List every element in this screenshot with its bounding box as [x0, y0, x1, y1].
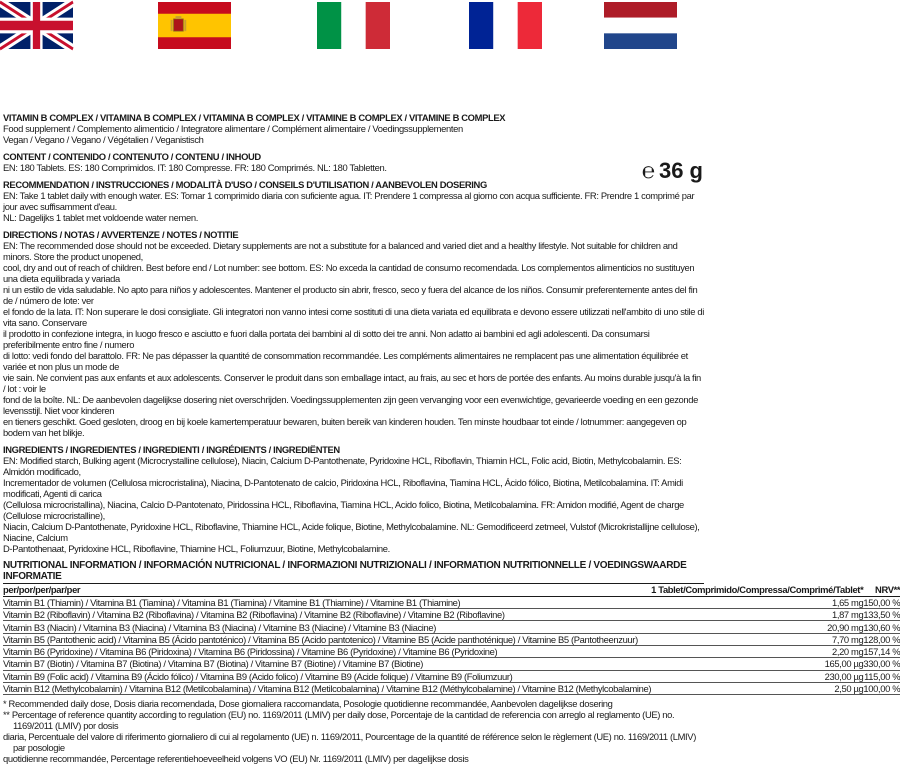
recommendation-line: NL: Dagelijks 1 tablet met voldoende water nemen. [3, 212, 198, 223]
nutrient-amount: 20,90 mg [651, 621, 863, 633]
nutrient-name: Vitamin B7 (Biotin) / Vitamina B7 (Biotina) / Vitamina B7 (Biotina) / Vitamine B7 (Biotine) / Vitamine B7 (Biotine) [3, 658, 651, 670]
directions-line: el fondo de la lata. IT: Non superare le dosi consigliate. Gli integratori non vanno intesi come sostituti di una dieta variata ed equilibrata e devono essere utilizzati nell'ambito di uno stile di vita sano. Conservare [3, 306, 704, 328]
table-row [3, 596, 900, 608]
footnote: ** Percentage of reference quantity according to regulation (EU) no. 1169/2011 (LMIV) per daily dose, Porcentaje de la cantidad de referencia con arreglo al reglamento (UE) no. 1169/2011 (LMIV) por dosis [3, 709, 675, 732]
ingredients-heading: INGREDIENTS / INGREDIENTES / INGREDIENTI / INGRÉDIENTS / INGREDIËNTEN [3, 444, 340, 455]
content-section [3, 151, 704, 173]
nutrient-amount: 165,00 µg [651, 658, 863, 670]
directions-line: ni un estilo de vida saludable. No apto para niños y adolescentes. Mantener el producto sin abrir, fresco, seco y fuera del alcance de los niños. Consumir preferentemente antes del fin de / número de lote: ver [3, 284, 698, 306]
table-row [3, 658, 900, 670]
nutrient-name: Vitamin B12 (Methylcobalamin) / Vitamina B12 (Metilcobalamina) / Vitamina B12 (Metilcobalamina) / Vitamine B12 (Méthylcobalamine) / Vitamine B12 (Methylcobalamine) [3, 683, 652, 695]
nutrient-nrv: 100,00 % [863, 683, 900, 695]
uk-flag [0, 2, 73, 49]
nutrient-nrv: 150,00 % [863, 596, 900, 608]
nutrient-name: Vitamin B6 (Pyridoxine) / Vitamina B6 (Piridoxina) / Vitamina B6 (Piridossina) / Vitamine B6 (Pyridoxine) / Vitamine B6 (Pyridoxine) [3, 645, 651, 657]
table-row [3, 645, 900, 657]
content-text: EN: 180 Tablets. ES: 180 Comprimidos. IT: 180 Compresse. FR: 180 Comprimés. NL: 180 Tabletten. [3, 162, 387, 173]
ingredients-line: D-Pantothenaat, Pyridoxine HCL, Riboflavine, Thiamine HCL, Foliumzuur, Biotine, Methylcobalamine. [3, 543, 390, 554]
recommendation-heading: RECOMMENDATION / INSTRUCCIONES / MODALITÀ D'USO / CONSEILS D'UTILISATION / AANBEVOLEN DOSERING [3, 179, 487, 190]
nutrition-header-nrv: NRV** [863, 584, 900, 596]
nutrient-nrv: 133,50 % [863, 609, 900, 621]
footnote: quotidienne recommandée, Percentage referentiehoeveelheid volgens VO (EU) Nr. 1169/2011 (LMIV) per dagelijkse dosis [3, 753, 469, 764]
content-heading: CONTENT / CONTENIDO / CONTENUTO / CONTENU / INHOUD [3, 151, 261, 162]
recommendation-section [3, 179, 704, 223]
directions-heading: DIRECTIONS / NOTAS / AVVERTENZE / NOTES / NOTITIE [3, 229, 239, 240]
italy-flag [317, 2, 390, 49]
nutrient-amount: 230,00 µg [651, 670, 863, 682]
ingredients-line: EN: Modified starch, Bulking agent (Microcrystalline cellulose), Niacin, Calcium D-Pantothenate, Pyridoxine HCL, Riboflavin, Thiamin HCL, Folic acid, Biotin, Methylcobalamin. ES: Almidón modificado, [3, 455, 682, 477]
recommendation-line: EN: Take 1 tablet daily with enough water. ES: Tomar 1 comprimido diaria con suficiente agua. IT: Prendere 1 compressa al giorno con acqua sufficiente. FR: Prendre 1 comprimé par jour avec suffisamment d'eau. [3, 190, 695, 212]
flag-row [0, 0, 707, 56]
directions-section [3, 229, 704, 438]
footnote: diaria, Percentuale del valore di riferimento giornaliero di cui al regolamento (UE) n. 1169/2011, Pourcentage de la quantité de référence selon le règlement (UE) no. 1169/2011 (LMIV) par posologie [3, 731, 696, 754]
directions-line: EN: The recommended dose should not be exceeded. Dietary supplements are not a substitute for a balanced and varied diet and a healthy lifestyle. Not suitable for children and minors. Store the product unopened, [3, 240, 678, 262]
nutrition-header-amount: 1 Tablet/Comprimido/Compressa/Comprimé/Tablet* [651, 584, 864, 596]
directions-line: cool, dry and out of reach of children. Best before end / Lot number: see bottom. ES: No exceda la cantidad de consumo recomendada. Los complementos alimenticios no sustituyen una dieta equilibrada y variada [3, 262, 695, 284]
ingredients-line: Niacin, Calcium D-Pantothenate, Pyridoxine HCL, Riboflavine, Thiamine HCL, Acide folique, Biotine, Methylcobalamine. NL: Gemodificeerd zetmeel, Vulstof (Microkristallijne cellulose), Niacine, Calcium [3, 521, 700, 543]
nutrient-amount: 1,87 mg [651, 609, 863, 621]
directions-line: di lotto: vedi fondo del barattolo. FR: Ne pas dépasser la quantité de consommation recommandée. Les compléments alimentaires ne remplacent pas une alimentation équilibrée et variée et non plus un mode de [3, 350, 688, 372]
ingredients-line: (Cellulosa microcristallina), Niacina, Calcio D-Pantotenato, Piridossina HCL, Riboflavina, Tiamina HCL, Acido folico, Biotina, Metilcobalamina. FR: Amidon modifié, Agent de charge (Cellulose microcristalline), [3, 499, 684, 521]
nutrient-amount: 2,20 mg [651, 645, 863, 657]
nutrient-name: Vitamin B5 (Pantothenic acid) / Vitamina B5 (Ácido pantoténico) / Vitamina B5 (Acido pantotenico) / Vitamine B5 (Acide panthoténique) / Vitamine B5 (Pantotheenzuur) [3, 633, 651, 645]
label-text [3, 112, 900, 764]
nutrient-nrv: 115,00 % [864, 670, 900, 682]
nutrient-nrv: 157,14 % [863, 646, 900, 658]
ingredients-section [3, 444, 704, 554]
table-row [3, 670, 900, 682]
ingredients-line: Incrementador de volumen (Cellulosa microcristalina), Niacina, D-Pantotenato de calcio, Piridoxina HCL, Riboflavina, Tiamina HCL, Ácido fólico, Biotina, Metilcobalamina. IT: Amidi modificati, Agenti di carica [3, 477, 683, 499]
nutrient-name: Vitamin B2 (Riboflavin) / Vitamina B2 (Riboflavina) / Vitamina B2 (Riboflavina) / Vitamine B2 (Riboflavine) / Vitamine B2 (Riboflavine) [3, 609, 651, 621]
table-row [3, 621, 900, 633]
nutrition-section [3, 560, 900, 764]
nutrient-amount: 1,65 mg [651, 596, 863, 608]
spain-flag [158, 2, 231, 49]
netherlands-flag [604, 2, 677, 49]
nutrition-header-per: per/por/per/par/per [3, 584, 651, 596]
table-row [3, 633, 900, 645]
nutrient-name: Vitamin B3 (Niacin) / Vitamina B3 (Niacina) / Vitamina B3 (Niacina) / Vitamine B3 (Niacine) / Vitamine B3 (Niacine) [3, 621, 651, 633]
nutrition-heading: NUTRITIONAL INFORMATION / INFORMACIÓN NUTRICIONAL / INFORMAZIONI NUTRIZIONALI / INFORMATION NUTRITIONNELLE / VOEDINGSWAARDE INFORMATIE [3, 560, 704, 584]
nutrition-table [3, 584, 900, 695]
nutrient-name: Vitamin B9 (Folic acid) / Vitamina B9 (Ácido fólico) / Vitamina B9 (Acido folico) / Vitamine B9 (Acide folique) / Vitamine B9 (Foliumzuur) [3, 670, 651, 682]
table-row [3, 682, 900, 694]
nutrient-nrv: 130,60 % [863, 621, 900, 633]
nutrition-footnotes [3, 698, 704, 764]
footnote: * Recommended daily dose, Dosis diaria recomendada, Dose giornaliera raccomandata, Posologie quotidienne recommandée, Aanbevolen dagelijkse dosering [3, 698, 613, 710]
estimated-sign-icon: ℮ [641, 158, 655, 183]
directions-line: il prodotto in confezione integra, in luogo fresco e asciutto e fuori dalla portata dei bambini al di sotto dei tre anni. Non adatto ai bambini ed agli adolescenti. Da consumarsi preferibilmente entro fine / numero [3, 328, 650, 350]
nutrient-amount: 2,50 µg [651, 682, 863, 694]
directions-line: en tieners geschikt. Goed gesloten, droog en bij koele kamertemperatuur bewaren, buiten bereik van kinderen houden. Ten minste houdbaar tot einde / lotnummer: aangegeven op bodem van het blikje. [3, 416, 687, 438]
directions-line: fond de la boîte. NL: De aanbevolen dagelijkse dosering niet overschrijden. Voedingssupplementen zijn geen vervanging voor een evenwichtige, gevarieerde voeding en een gezonde levensstijl. Niet voor kinderen [3, 394, 698, 416]
net-weight-value: 36 g [658, 158, 703, 183]
table-row [3, 609, 900, 621]
france-flag [469, 2, 542, 49]
nutrient-nrv: 128,00 % [863, 633, 900, 645]
diet-info: Vegan / Vegano / Vegano / Végétalien / Veganistisch [3, 134, 204, 145]
nutrient-nrv: 330,00 % [863, 658, 900, 670]
nutrition-header-row [3, 584, 900, 596]
product-title: VITAMIN B COMPLEX / VITAMINA B COMPLEX / VITAMINA B COMPLEX / VITAMINE B COMPLEX / VITAMINE B COMPLEX [3, 112, 506, 123]
directions-line: vie sain. Ne convient pas aux enfants et aux adolescents. Conserver le produit dans son emballage intact, au frais, au sec et hors de portée des enfants. Au moins durable jusqu'à la fin / lot : voir le [3, 372, 701, 394]
nutrient-name: Vitamin B1 (Thiamin) / Vitamina B1 (Tiamina) / Vitamina B1 (Tiamina) / Vitamine B1 (Thiamine) / Vitamine B1 (Thiamine) [3, 596, 651, 608]
product-subtitle: Food supplement / Complemento alimenticio / Integratore alimentare / Complément alimentaire / Voedingssupplementen [3, 123, 463, 134]
nutrient-amount: 7,70 mg [651, 633, 863, 645]
